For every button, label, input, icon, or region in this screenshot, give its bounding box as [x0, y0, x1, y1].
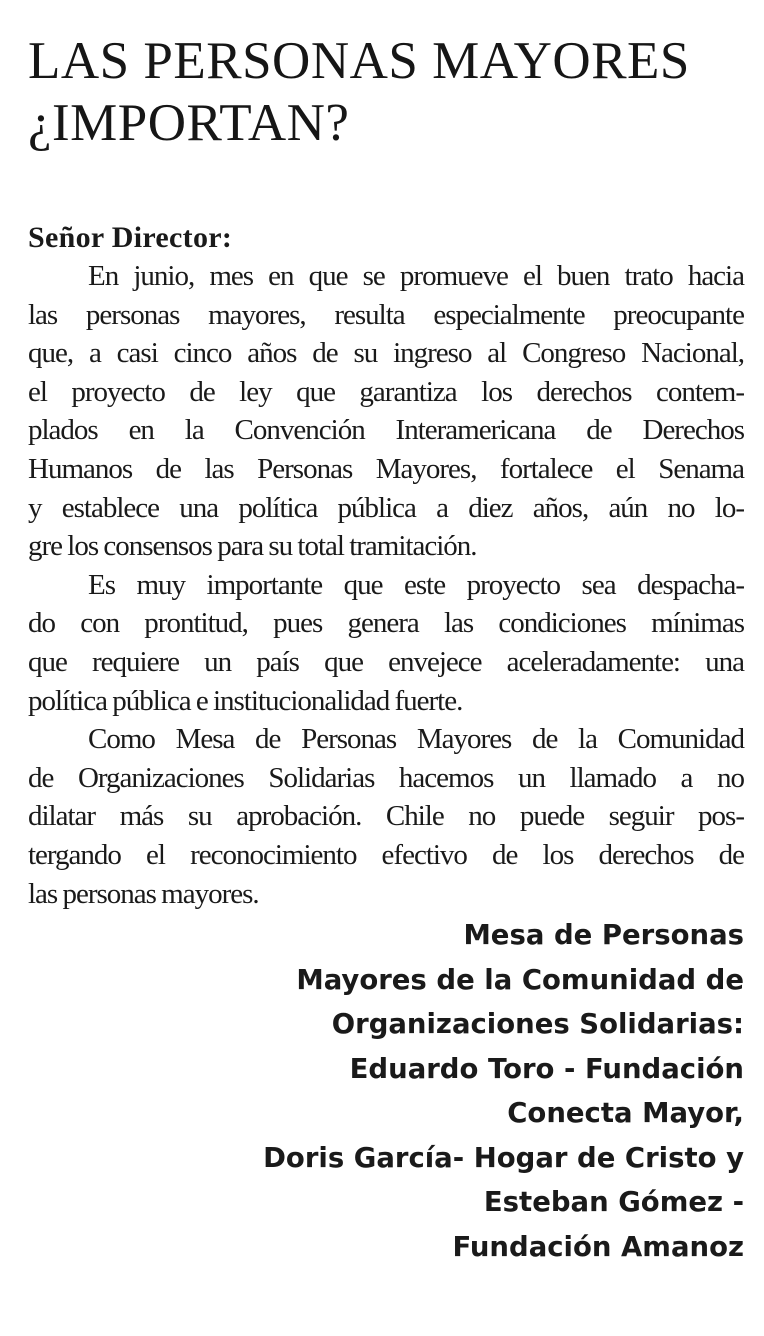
- signature-line: Fundación Amanoz: [452, 1230, 744, 1263]
- text-line: Como Mesa de Personas Mayores de la Comunidad: [88, 723, 744, 756]
- text-line: tergando el reconocimiento efectivo de los derechos de: [28, 838, 744, 871]
- signature-line: Organizaciones Solidarias:: [331, 1008, 744, 1041]
- salutation: Señor Director:: [28, 221, 233, 254]
- signature-line: Eduardo Toro - Fundación: [349, 1052, 744, 1085]
- letter-page: [28, 30, 744, 1269]
- title-line: ¿IMPORTAN?: [28, 94, 350, 152]
- text-line: Humanos de las Personas Mayores, fortalece el Senama: [28, 452, 744, 485]
- text-line: Es muy importante que este proyecto sea despacha-: [88, 568, 744, 601]
- title-line: LAS PERSONAS MAYORES: [28, 32, 690, 90]
- letter-body: [28, 257, 744, 913]
- signature-line: Esteban Gómez -: [483, 1186, 744, 1219]
- letter-title: [28, 30, 744, 154]
- text-line: política pública e institucionalidad fuerte.: [28, 684, 463, 717]
- text-line: y establece una política pública a diez años, aún no lo-: [28, 491, 744, 524]
- text-line: que, a casi cinco años de su ingreso al Congreso Nacional,: [28, 337, 744, 370]
- text-line: el proyecto de ley que garantiza los derechos contem-: [28, 375, 744, 408]
- text-line: de Organizaciones Solidarias hacemos un llamado a no: [28, 761, 744, 794]
- text-line: do con prontitud, pues genera las condiciones mínimas: [28, 607, 744, 640]
- text-line: gre los consensos para su total tramitación.: [28, 530, 477, 563]
- signature-line: Mesa de Personas: [463, 919, 744, 952]
- text-line: plados en la Convención Interamericana de Derechos: [28, 414, 744, 447]
- signature-block: [28, 913, 744, 1269]
- signature-line: Conecta Mayor,: [507, 1097, 744, 1130]
- text-line: las personas mayores, resulta especialmente preocupante: [28, 298, 744, 331]
- paragraph: [28, 257, 744, 566]
- paragraph: [28, 720, 744, 913]
- signature-line: Mayores de la Comunidad de: [296, 963, 744, 996]
- text-line: dilatar más su aprobación. Chile no puede seguir pos-: [28, 800, 744, 833]
- signature-line: Doris García- Hogar de Cristo y: [263, 1141, 744, 1174]
- paragraph: [28, 566, 744, 720]
- text-line: que requiere un país que envejece aceleradamente: una: [28, 645, 744, 678]
- text-line: En junio, mes en que se promueve el buen trato hacia: [88, 260, 744, 292]
- text-line: las personas mayores.: [28, 877, 259, 910]
